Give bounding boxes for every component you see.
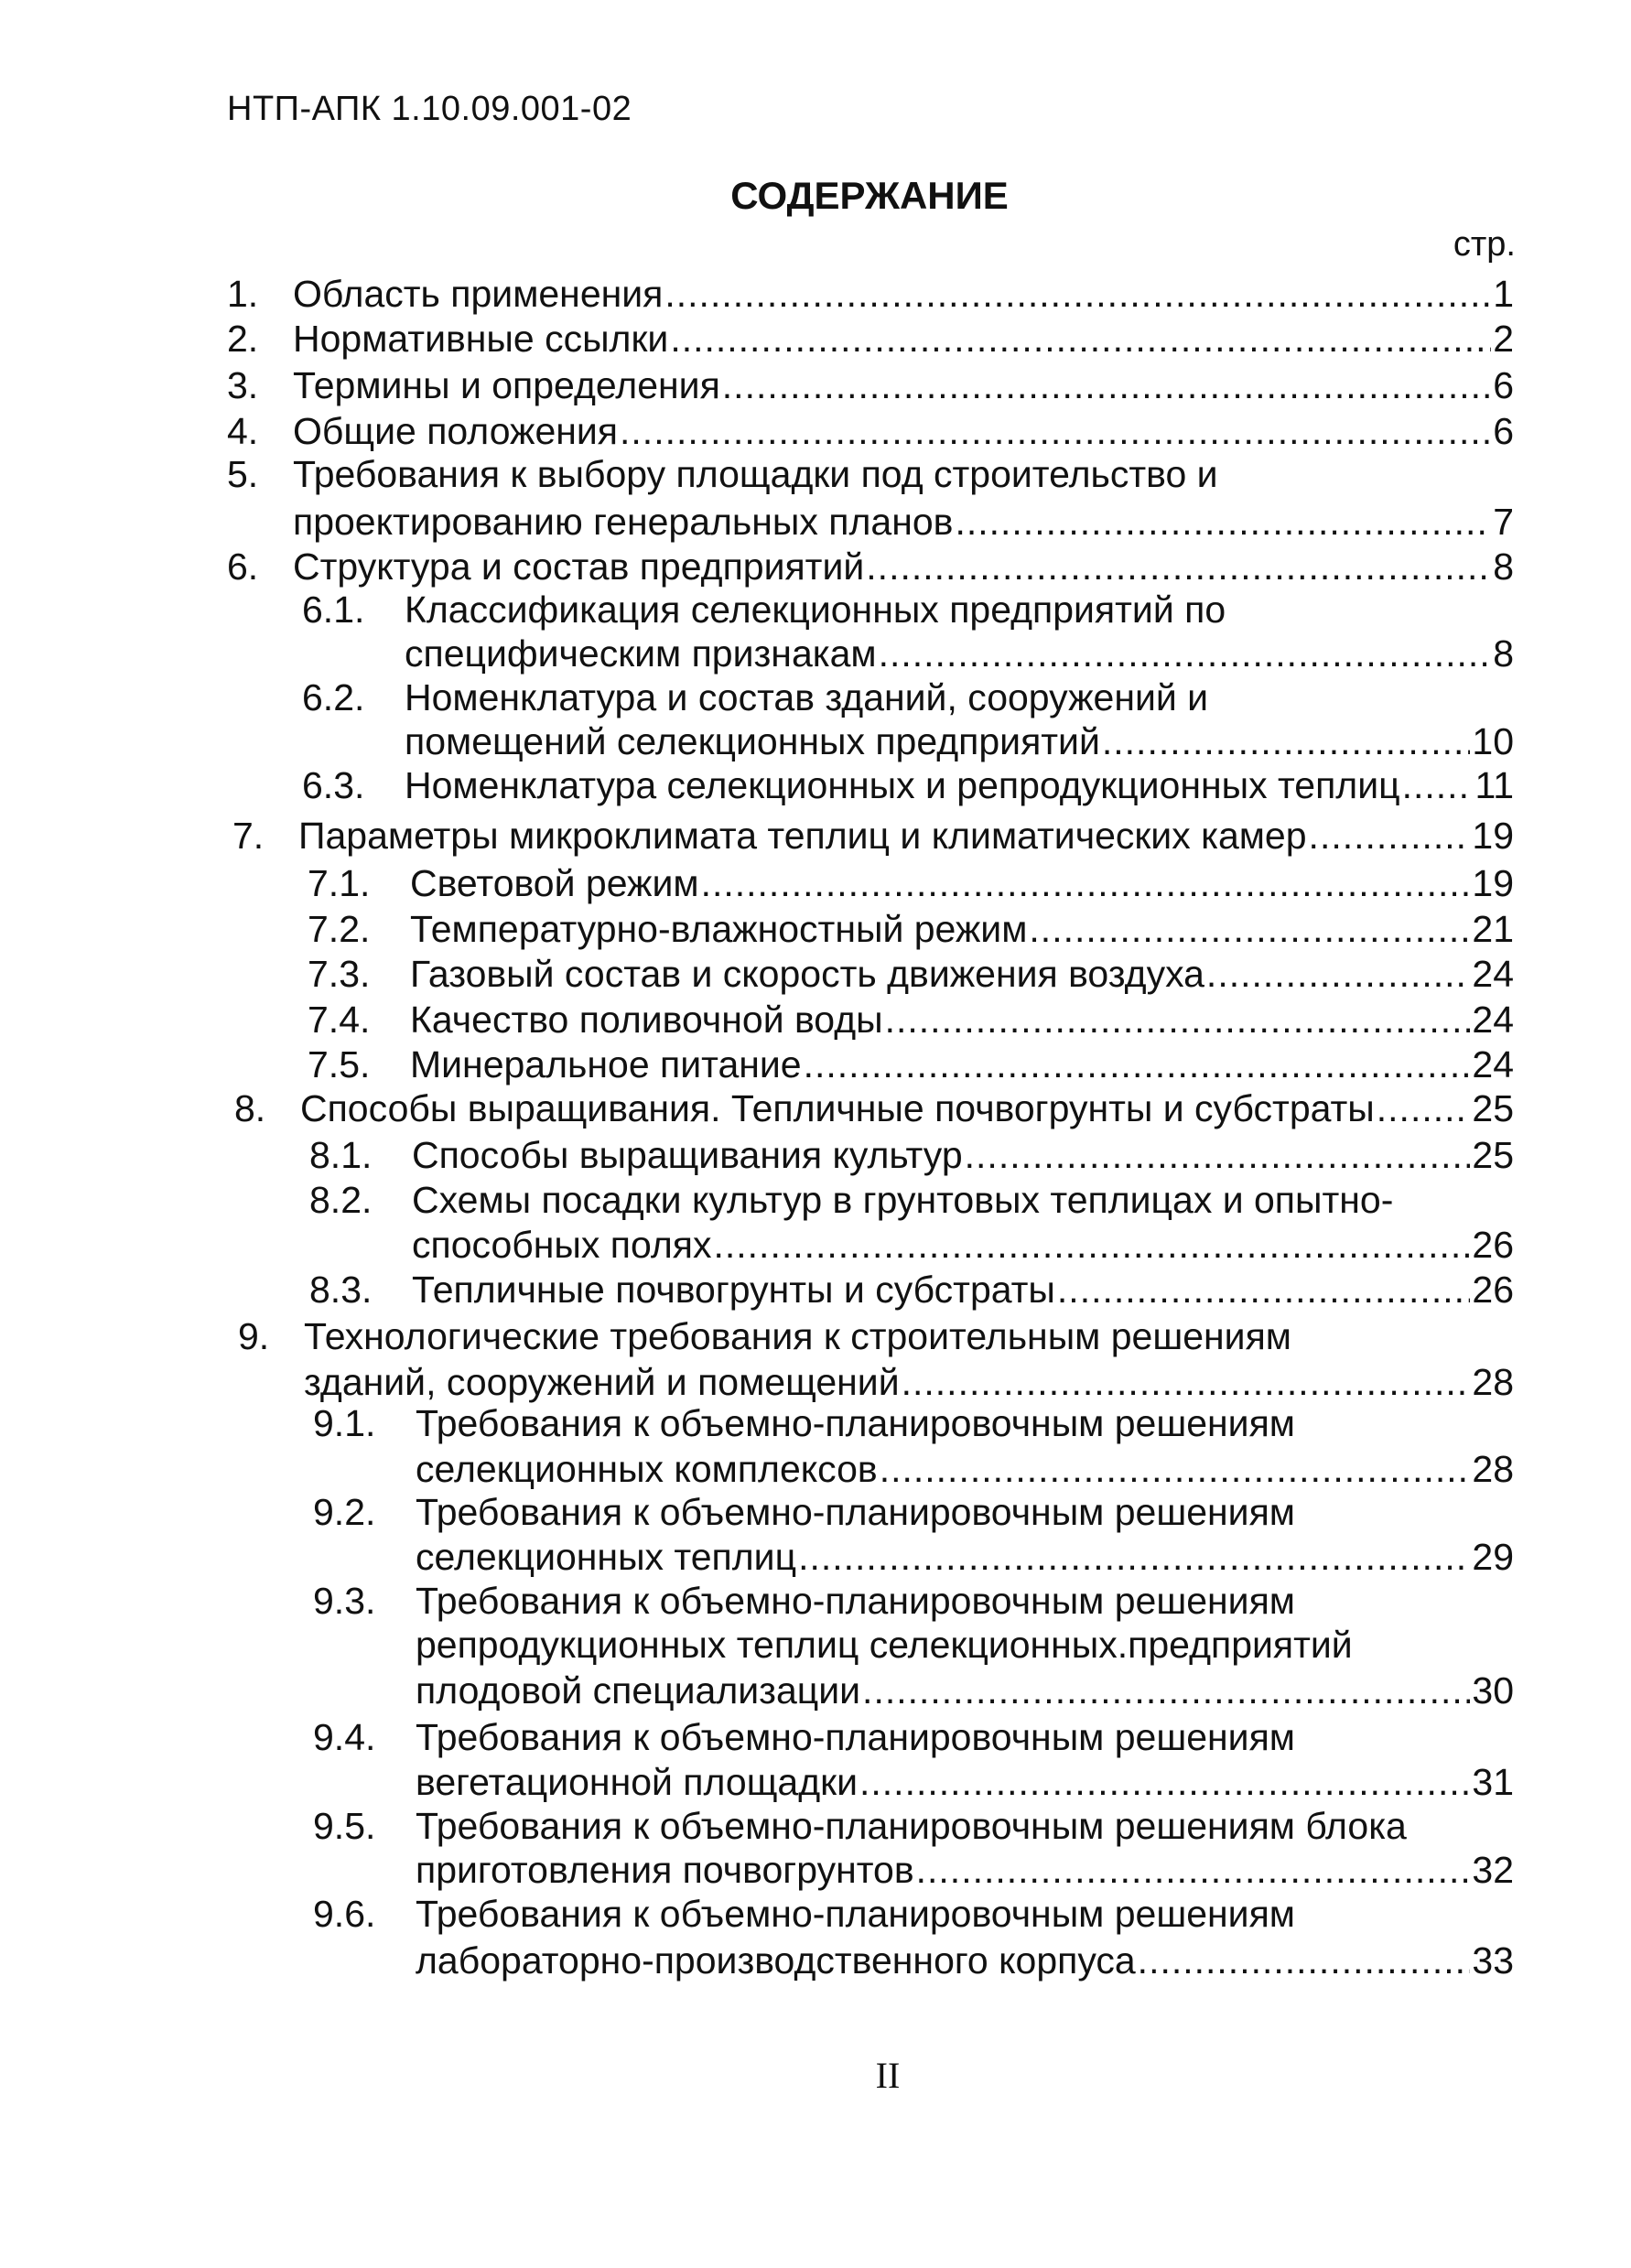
toc-entry-line-with-page <box>0 1446 1631 1492</box>
toc-entry-text: способных полях <box>412 1224 712 1266</box>
toc-entry-page: 1 <box>1493 273 1514 315</box>
dot-leader <box>798 1534 1470 1580</box>
dot-leader <box>902 1359 1471 1405</box>
toc-entry-page: 24 <box>1472 1043 1514 1085</box>
toc-entry-line <box>0 675 1631 720</box>
toc-entry-number: 6.3. <box>302 764 365 806</box>
toc-entry-text: специфическим признакам <box>405 632 877 675</box>
toc-entry-text: Температурно-влажностный режим <box>410 908 1028 950</box>
toc-entry-text: Классификация селекционных предприятий по <box>405 589 1226 631</box>
toc-entry-number: 4. <box>227 410 259 452</box>
toc-entry-number: 7.3. <box>308 953 371 995</box>
toc-entry-line-with-page <box>0 718 1631 764</box>
toc-entry-line-with-page <box>0 762 1631 808</box>
toc-title: СОДЕРЖАНИЕ <box>730 174 1009 217</box>
toc-entry-line <box>0 1177 1631 1223</box>
toc-entry-text: Требования к объемно-планировочным решениям <box>416 1491 1295 1533</box>
toc-entry-line-with-page <box>0 316 1631 362</box>
toc-entry-text: селекционных комплексов <box>416 1448 878 1490</box>
toc-entry-text: приготовления почвогрунтов <box>416 1849 914 1891</box>
toc-entry-page: 21 <box>1472 908 1514 950</box>
toc-entry-number: 7.2. <box>308 908 371 950</box>
toc-entry-line <box>0 1578 1631 1624</box>
toc-entry-line-with-page <box>0 906 1631 952</box>
toc-entry-page: 32 <box>1472 1849 1514 1891</box>
toc-entry-number: 9.2. <box>313 1491 376 1533</box>
toc-entry-text: плодовой специализации <box>416 1669 861 1712</box>
toc-entry-number: 9.3. <box>313 1580 376 1622</box>
toc-entry-line-with-page <box>0 1267 1631 1312</box>
toc-entry-line-with-page <box>0 271 1631 317</box>
toc-entry-text: Требования к объемно-планировочным решениям <box>416 1716 1295 1758</box>
toc-entry-text: Параметры микроклимата теплиц и климатических камер <box>298 815 1307 857</box>
toc-entry-text: Схемы посадки культур в грунтовых теплицах и опытно- <box>412 1179 1394 1221</box>
toc-entry-number: 8.2. <box>309 1179 373 1221</box>
toc-entry-line-with-page <box>0 1847 1631 1893</box>
toc-entry-number: 6.1. <box>302 589 365 631</box>
toc-entry-line <box>0 1489 1631 1535</box>
toc-entry-line-with-page <box>0 1668 1631 1713</box>
toc-entry-number: 9.6. <box>313 1893 376 1935</box>
toc-entry-text: Общие положения <box>293 410 619 452</box>
dot-leader <box>1138 1938 1471 1983</box>
toc-entry-line-with-page <box>0 1938 1631 1983</box>
dot-leader <box>1402 762 1474 808</box>
toc-entry-line-with-page <box>0 544 1631 589</box>
toc-entry-page: 19 <box>1472 862 1514 904</box>
toc-entry-line-with-page <box>0 1042 1631 1087</box>
toc-entry-number: 2. <box>227 318 259 360</box>
toc-entry-number: 1. <box>227 273 259 315</box>
toc-entry-page: 28 <box>1472 1448 1514 1490</box>
dot-leader <box>1377 1085 1471 1131</box>
toc-entry-line-with-page <box>0 813 1631 859</box>
toc-entry-text: Требования к объемно-планировочным решениям <box>416 1580 1295 1622</box>
toc-entry-page: 25 <box>1472 1087 1514 1129</box>
toc-entry-text: вегетационной площадки <box>416 1761 858 1803</box>
toc-entry-number: 8.3. <box>309 1269 373 1311</box>
toc-entry-number: 7.5. <box>308 1043 371 1085</box>
toc-entry-page: 25 <box>1472 1134 1514 1176</box>
toc-entry-number: 9.5. <box>313 1805 376 1847</box>
dot-leader <box>885 997 1471 1042</box>
toc-entry-page: 33 <box>1472 1939 1514 1982</box>
toc-entry-number: 7.1. <box>308 862 371 904</box>
page-number: II <box>875 2055 901 2096</box>
toc-entry-text: Номенклатура и состав зданий, сооружений и <box>405 676 1209 718</box>
toc-entry-page: 30 <box>1472 1669 1514 1712</box>
toc-entry-text: Качество поливочной воды <box>410 999 883 1041</box>
toc-entry-line-with-page <box>0 1359 1631 1405</box>
dot-leader <box>916 1847 1471 1893</box>
toc-entry-line <box>0 1803 1631 1849</box>
toc-entry-page: 28 <box>1472 1361 1514 1403</box>
dot-leader <box>965 1132 1471 1178</box>
dot-leader <box>1309 813 1471 859</box>
toc-entry-number: 7.4. <box>308 999 371 1041</box>
toc-entry-line-with-page <box>0 951 1631 997</box>
dot-leader <box>722 362 1491 408</box>
toc-entry-line-with-page <box>0 1085 1631 1131</box>
toc-entry-line-with-page <box>0 860 1631 906</box>
toc-entry-page: 11 <box>1474 764 1514 806</box>
toc-entry-page: 24 <box>1472 953 1514 995</box>
toc-entry-number: 6. <box>227 545 259 588</box>
dot-leader <box>664 271 1491 317</box>
dot-leader <box>1206 951 1470 997</box>
toc-entry-line <box>0 1313 1631 1359</box>
toc-entry-text: Газовый состав и скорость движения воздуха <box>410 953 1204 995</box>
toc-entry-page: 10 <box>1472 720 1514 762</box>
toc-entry-text: Требования к выбору площадки под строительство и <box>293 453 1218 495</box>
toc-entry-number: 5. <box>227 453 259 495</box>
toc-entry-number: 6.2. <box>302 676 365 718</box>
toc-entry-line-with-page <box>0 408 1631 454</box>
dot-leader <box>955 499 1491 545</box>
toc-entry-line <box>0 587 1631 632</box>
dot-leader <box>713 1222 1470 1268</box>
toc-entry-line-with-page <box>0 1534 1631 1580</box>
dot-leader <box>859 1759 1470 1805</box>
toc-entry-text: Технологические требования к строительным решениям <box>304 1315 1291 1357</box>
dot-leader <box>701 860 1471 906</box>
toc-entry-text: селекционных теплиц <box>416 1536 797 1578</box>
toc-entry-text: Требования к объемно-планировочным решениям <box>416 1893 1295 1935</box>
toc-entry-line <box>0 1714 1631 1760</box>
dot-leader <box>862 1668 1470 1713</box>
toc-entry-line <box>0 451 1631 497</box>
toc-entry-page: 26 <box>1472 1224 1514 1266</box>
toc-entry-line-with-page <box>0 631 1631 676</box>
toc-entry-number: 8.1. <box>309 1134 373 1176</box>
toc-entry-page: 31 <box>1472 1761 1514 1803</box>
toc-entry-page: 19 <box>1472 815 1514 857</box>
toc-entry-text: Способы выращивания культур <box>412 1134 963 1176</box>
toc-entry-number: 9. <box>238 1315 270 1357</box>
dot-leader <box>866 544 1491 589</box>
toc-entry-number: 9.1. <box>313 1402 376 1444</box>
dot-leader <box>670 316 1491 362</box>
toc-entry-number: 8. <box>234 1087 266 1129</box>
toc-entry-page: 6 <box>1493 364 1514 406</box>
toc-entry-line-with-page <box>0 362 1631 408</box>
toc-entry-line-with-page <box>0 499 1631 545</box>
toc-entry-text: Термины и определения <box>293 364 720 406</box>
toc-entry-text: проектированию генеральных планов <box>293 501 954 543</box>
dot-leader <box>1029 906 1470 952</box>
dot-leader <box>804 1042 1471 1087</box>
toc-entry-line-with-page <box>0 997 1631 1042</box>
toc-entry-number: 3. <box>227 364 259 406</box>
toc-entry-text: Требования к объемно-планировочным решениям <box>416 1402 1295 1444</box>
toc-entry-page: 8 <box>1493 545 1514 588</box>
dot-leader <box>620 408 1491 454</box>
toc-entry-line <box>0 1891 1631 1937</box>
toc-entry-page: 26 <box>1472 1269 1514 1311</box>
toc-entry-text: лабораторно-производственного корпуса <box>416 1939 1136 1982</box>
toc-entry-page: 2 <box>1493 318 1514 360</box>
toc-entry-text: Световой режим <box>410 862 699 904</box>
toc-entry-text: Способы выращивания. Тепличные почвогрунты и субстраты <box>300 1087 1375 1129</box>
page-column-label: стр. <box>1453 225 1516 264</box>
dot-leader <box>1102 718 1471 764</box>
toc-entry-text: Структура и состав предприятий <box>293 545 865 588</box>
toc-entry-text: Требования к объемно-планировочным решениям блока <box>416 1805 1407 1847</box>
doc-code: НТП-АПК 1.10.09.001-02 <box>227 90 632 128</box>
toc-entry-page: 24 <box>1472 999 1514 1041</box>
toc-entry-text: зданий, сооружений и помещений <box>304 1361 900 1403</box>
toc-entry-text: Область применения <box>293 273 664 315</box>
toc-entry-line-with-page <box>0 1132 1631 1178</box>
toc-entry-page: 7 <box>1493 501 1514 543</box>
toc-entry-text: Нормативные ссылки <box>293 318 669 360</box>
toc-entry-text: Тепличные почвогрунты и субстраты <box>412 1269 1055 1311</box>
dot-leader <box>879 631 1492 676</box>
toc-entry-line-with-page <box>0 1759 1631 1805</box>
toc-entry-line <box>0 1622 1631 1668</box>
toc-entry-number: 7. <box>232 815 265 857</box>
dot-leader <box>1057 1267 1470 1312</box>
toc-entry-text: репродукционных теплиц селекционных.предприятий <box>416 1624 1353 1666</box>
toc-entry-page: 8 <box>1493 632 1514 675</box>
toc-entry-line-with-page <box>0 1222 1631 1268</box>
toc-entry-text: Минеральное питание <box>410 1043 802 1085</box>
toc-entry-page: 29 <box>1472 1536 1514 1578</box>
toc-entry-text: Номенклатура селекционных и репродукционных теплиц <box>405 764 1400 806</box>
toc-entry-line <box>0 1400 1631 1446</box>
dot-leader <box>880 1446 1471 1492</box>
toc-entry-number: 9.4. <box>313 1716 376 1758</box>
toc-entry-text: помещений селекционных предприятий <box>405 720 1100 762</box>
toc-entry-page: 6 <box>1493 410 1514 452</box>
